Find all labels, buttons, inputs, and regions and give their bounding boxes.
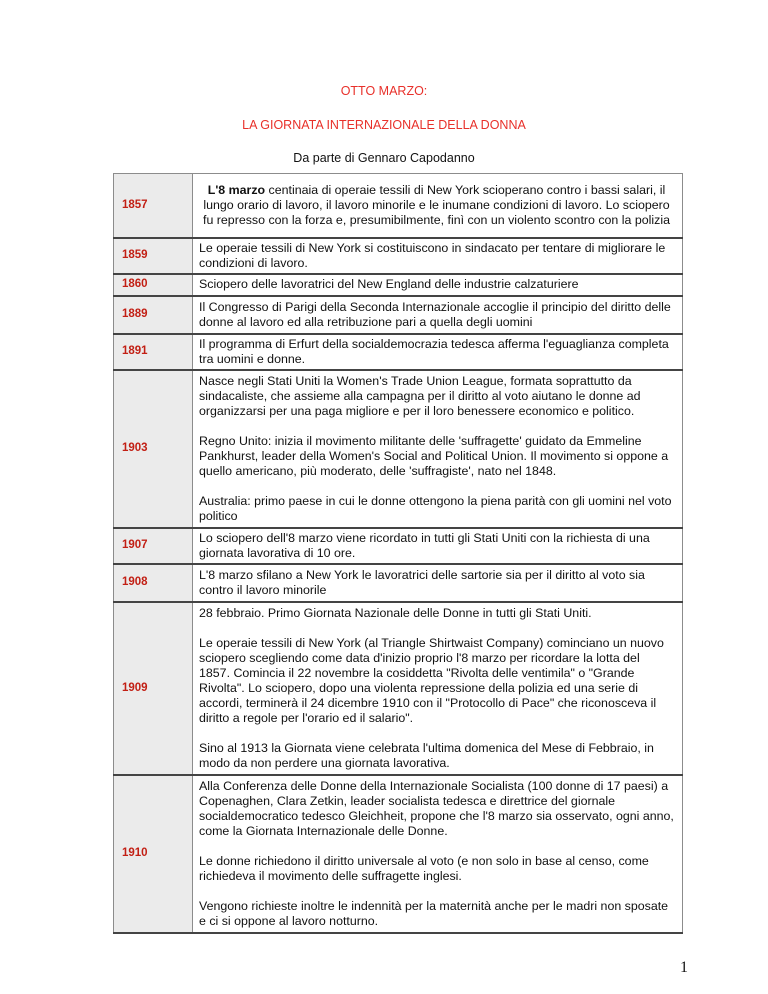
timeline-row-1910 <box>114 775 683 933</box>
event-cell <box>193 370 683 528</box>
timeline-table <box>113 173 683 934</box>
year-cell: 1903 <box>114 370 193 528</box>
timeline-row-1891 <box>114 334 683 370</box>
timeline-row-1903 <box>114 370 683 528</box>
event-cell: Il programma di Erfurt della socialdemocrazia tedesca afferma l'eguaglianza completa tra uomini e donne. <box>193 334 683 370</box>
event-cell <box>193 174 683 238</box>
event-cell: Le operaie tessili di New York si costituiscono in sindacato per tentare di migliorare le condizioni di lavoro. <box>193 238 683 274</box>
year-cell: 1891 <box>114 334 193 370</box>
event-cell: Sciopero delle lavoratrici del New England delle industrie calzaturiere <box>193 274 683 296</box>
event-cell <box>193 602 683 775</box>
event-paragraph: Australia: primo paese in cui le donne ottengono la piena parità con gli uomini nel voto politico <box>199 493 672 523</box>
timeline-row-1908 <box>114 564 683 602</box>
year-cell: 1860 <box>114 274 193 296</box>
event-paragraph: Vengono richieste inoltre le indennità per la maternità anche per le madri non sposate e ci si oppone al lavoro notturno. <box>199 898 669 928</box>
event-cell: Il Congresso di Parigi della Seconda Internazionale accoglie il principio del diritto delle donne al lavoro ed alla retribuzione pari a quella degli uomini <box>193 296 683 334</box>
year-cell: 1908 <box>114 564 193 602</box>
page-number: 1 <box>680 959 688 976</box>
timeline-row-1907 <box>114 528 683 564</box>
year-cell: 1910 <box>114 775 193 933</box>
event-paragraph: Le donne richiedono il diritto universale al voto (e non solo in base al censo, come richiedeva il movimento delle suffragette inglesi. <box>199 853 649 883</box>
event-cell <box>193 775 683 933</box>
timeline-row-1860 <box>114 274 683 296</box>
event-paragraph: Nasce negli Stati Uniti la Women's Trade Union League, formata soprattutto da sindacaliste, che assieme alla campagna per il diritto al voto aiutano le donne ad organizzarsi per una paga migliore e per il loro benessere economico e politico. <box>199 373 641 418</box>
event-lead-text: L'8 marzo <box>207 182 266 197</box>
document-subtitle: LA GIORNATA INTERNAZIONALE DELLA DONNA <box>242 118 526 132</box>
event-paragraph: 28 febbraio. Primo Giornata Nazionale delle Donne in tutti gli Stati Uniti. <box>199 605 592 620</box>
timeline-row-1889 <box>114 296 683 334</box>
year-cell: 1907 <box>114 528 193 564</box>
timeline-row-1857 <box>114 174 683 238</box>
timeline-row-1859 <box>114 238 683 274</box>
event-paragraph: Sino al 1913 la Giornata viene celebrata l'ultima domenica del Mese di Febbraio, in modo da non perdere una giornata lavorativa. <box>199 740 654 770</box>
document-title: OTTO MARZO: <box>340 84 428 98</box>
event-text: centinaia di operaie tessili di New York scioperano contro i bassi salari, il lungo orario di lavoro, il lavoro minorile e le inumane condizioni di lavoro. Lo sciopero fu represso con la forza e, presumibilmente, finì con un violento scontro con la polizia <box>203 182 670 227</box>
event-cell: Lo sciopero dell'8 marzo viene ricordato in tutti gli Stati Uniti con la richiesta di una giornata lavorativa di 10 ore. <box>193 528 683 564</box>
year-cell: 1859 <box>114 238 193 274</box>
year-cell: 1909 <box>114 602 193 775</box>
event-paragraph: Alla Conferenza delle Donne della Internazionale Socialista (100 donne di 17 paesi) a Copenaghen, Clara Zetkin, leader socialista tedesca e direttrice del giornale socialdemocratico tedesco Gleichheit, propone che l'8 marzo sia osservato, ogni anno, come la Giornata Internazionale delle Donne. <box>199 778 674 838</box>
event-cell: L'8 marzo sfilano a New York le lavoratrici delle sartorie sia per il diritto al voto sia contro il lavoro minorile <box>193 564 683 602</box>
year-cell: 1889 <box>114 296 193 334</box>
year-cell: 1857 <box>114 174 193 238</box>
timeline-row-1909 <box>114 602 683 775</box>
event-paragraph: Le operaie tessili di New York (al Triangle Shirtwaist Company) cominciano un nuovo sciopero scegliendo come data d'inizio proprio l'8 marzo per ricordare la lotta del 1857. Comincia il 22 novembre la cosiddetta "Rivolta delle ventimila" o "Grande Rivolta". Lo sciopero, dopo una violenta repressione della polizia ed una serie di accordi, terminerà il 24 dicembre 1910 con il "Protocollo di Pace" che riconosceva il diritto a regole per l'orario ed il salario". <box>199 635 664 725</box>
document-author: Da parte di Gennaro Capodanno <box>293 151 475 165</box>
event-paragraph: Regno Unito: inizia il movimento militante delle 'suffragette' guidato da Emmeline Pankhurst, leader della Women's Social and Political Union. Il movimento si oppone a quello americano, più moderato, delle 'suffragiste', nato nel 1848. <box>199 433 669 478</box>
